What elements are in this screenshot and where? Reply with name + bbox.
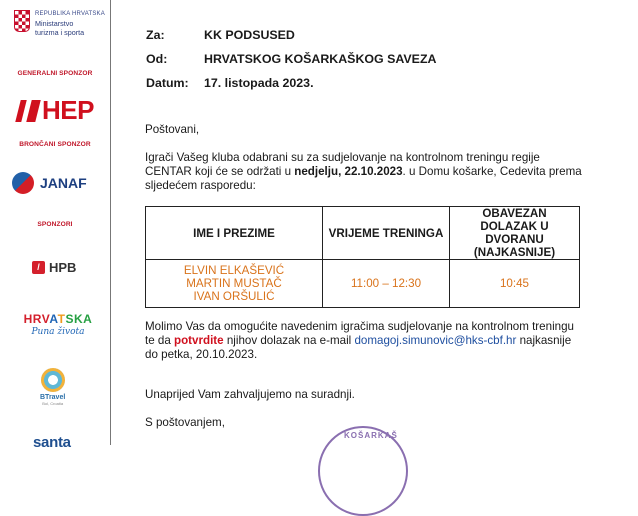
btravel-sun-icon	[41, 368, 65, 392]
to-label: Za:	[146, 28, 165, 42]
croatian-coat-of-arms-icon	[14, 10, 30, 32]
hep-mark-icon	[15, 100, 40, 122]
from-value: HRVATSKOG KOŠARKAŠKOG SAVEZA	[204, 52, 437, 66]
date-label: Datum:	[146, 76, 189, 90]
player-name: IVAN ORŠULIĆ	[193, 290, 275, 303]
closing-paragraph: Molimo Vas da omogućite navedenim igračima sudjelovanje na kontrolnom treningu te da potvrdite njihov dolazak na e-mail domagoj.simunovic@hks-cbf.hr najkasnije do petka, 20.10.2023.	[145, 320, 574, 361]
ministry-country: REPUBLIKA HRVATSKA	[35, 11, 105, 17]
hpb-logo-text: HPB	[49, 260, 77, 275]
bronze-sponsor-label: BRONČANI SPONZOR	[19, 141, 91, 148]
col-header-time: VRIJEME TRENINGA	[323, 207, 450, 260]
croatia-logo-text: HRVATSKA	[23, 312, 93, 326]
to-value: KK PODSUSED	[204, 28, 295, 42]
col-header-name: IME I PREZIME	[146, 207, 323, 260]
croatia-logo-slogan: Puna života	[31, 327, 85, 337]
santa-logo: santa	[33, 434, 71, 451]
col-header-arrival: OBAVEZAN DOLAZAK U DVORANU (NAJKASNIJE)	[450, 207, 580, 260]
hpb-mark-icon: /	[32, 261, 45, 274]
btravel-logo	[40, 368, 65, 406]
ministry-logo	[14, 10, 105, 37]
janaf-logo-text: JANAF	[40, 175, 87, 191]
btravel-logo-sub: Bol, Croatia	[42, 401, 64, 406]
intro-paragraph: Igrači Vašeg kluba odabrani su za sudjelovanje na kontrolnom treningu regije CENTAR koji će se održati u nedjelju, 22.10.2023. u Domu košarke, Cedevita prema sljedećem rasporedu:	[145, 151, 582, 192]
greeting: Poštovani,	[145, 123, 200, 136]
sponsor-sidebar	[0, 0, 110, 451]
stamp-text: KOŠARKAŠ	[344, 431, 398, 440]
confirm-word: potvrdite	[174, 334, 224, 347]
ministry-name-line1: Ministarstvo	[35, 19, 74, 28]
date-value: 17. listopada 2023.	[204, 76, 314, 90]
table-row	[146, 260, 580, 308]
to-row	[146, 28, 436, 52]
memo-header	[146, 28, 436, 100]
regards-line: S poštovanjem,	[145, 416, 225, 429]
janaf-logo	[12, 172, 87, 194]
from-label: Od:	[146, 52, 168, 66]
schedule-table	[145, 206, 580, 308]
janaf-mark-icon	[12, 172, 34, 194]
thanks-line: Unaprijed Vam zahvaljujemo na suradnji.	[145, 388, 355, 401]
sidebar-divider	[110, 0, 111, 445]
player-name: MARTIN MUSTAČ	[186, 277, 282, 290]
ministry-name-line2: turizma i sporta	[35, 28, 85, 37]
table-header-row	[146, 207, 580, 260]
email-link[interactable]: domagoj.simunovic@hks-cbf.hr	[354, 334, 517, 347]
training-date: nedjelju, 22.10.2023	[294, 165, 403, 178]
training-time-cell: 11:00 – 12:30	[323, 260, 450, 308]
croatia-tourism-logo	[20, 312, 96, 337]
player-name: ELVIN ELKAŠEVIĆ	[183, 264, 285, 277]
btravel-logo-text: BTravel	[40, 394, 66, 401]
from-row	[146, 52, 436, 76]
hep-logo-text: HEP	[42, 95, 94, 125]
arrival-time-cell: 10:45	[450, 260, 580, 308]
hep-logo	[18, 95, 94, 126]
hpb-logo	[32, 260, 76, 275]
player-names-cell	[146, 260, 323, 308]
date-row	[146, 76, 436, 100]
general-sponsor-label: GENERALNI SPONZOR	[17, 70, 93, 77]
sponsors-label: SPONZORI	[37, 221, 73, 228]
